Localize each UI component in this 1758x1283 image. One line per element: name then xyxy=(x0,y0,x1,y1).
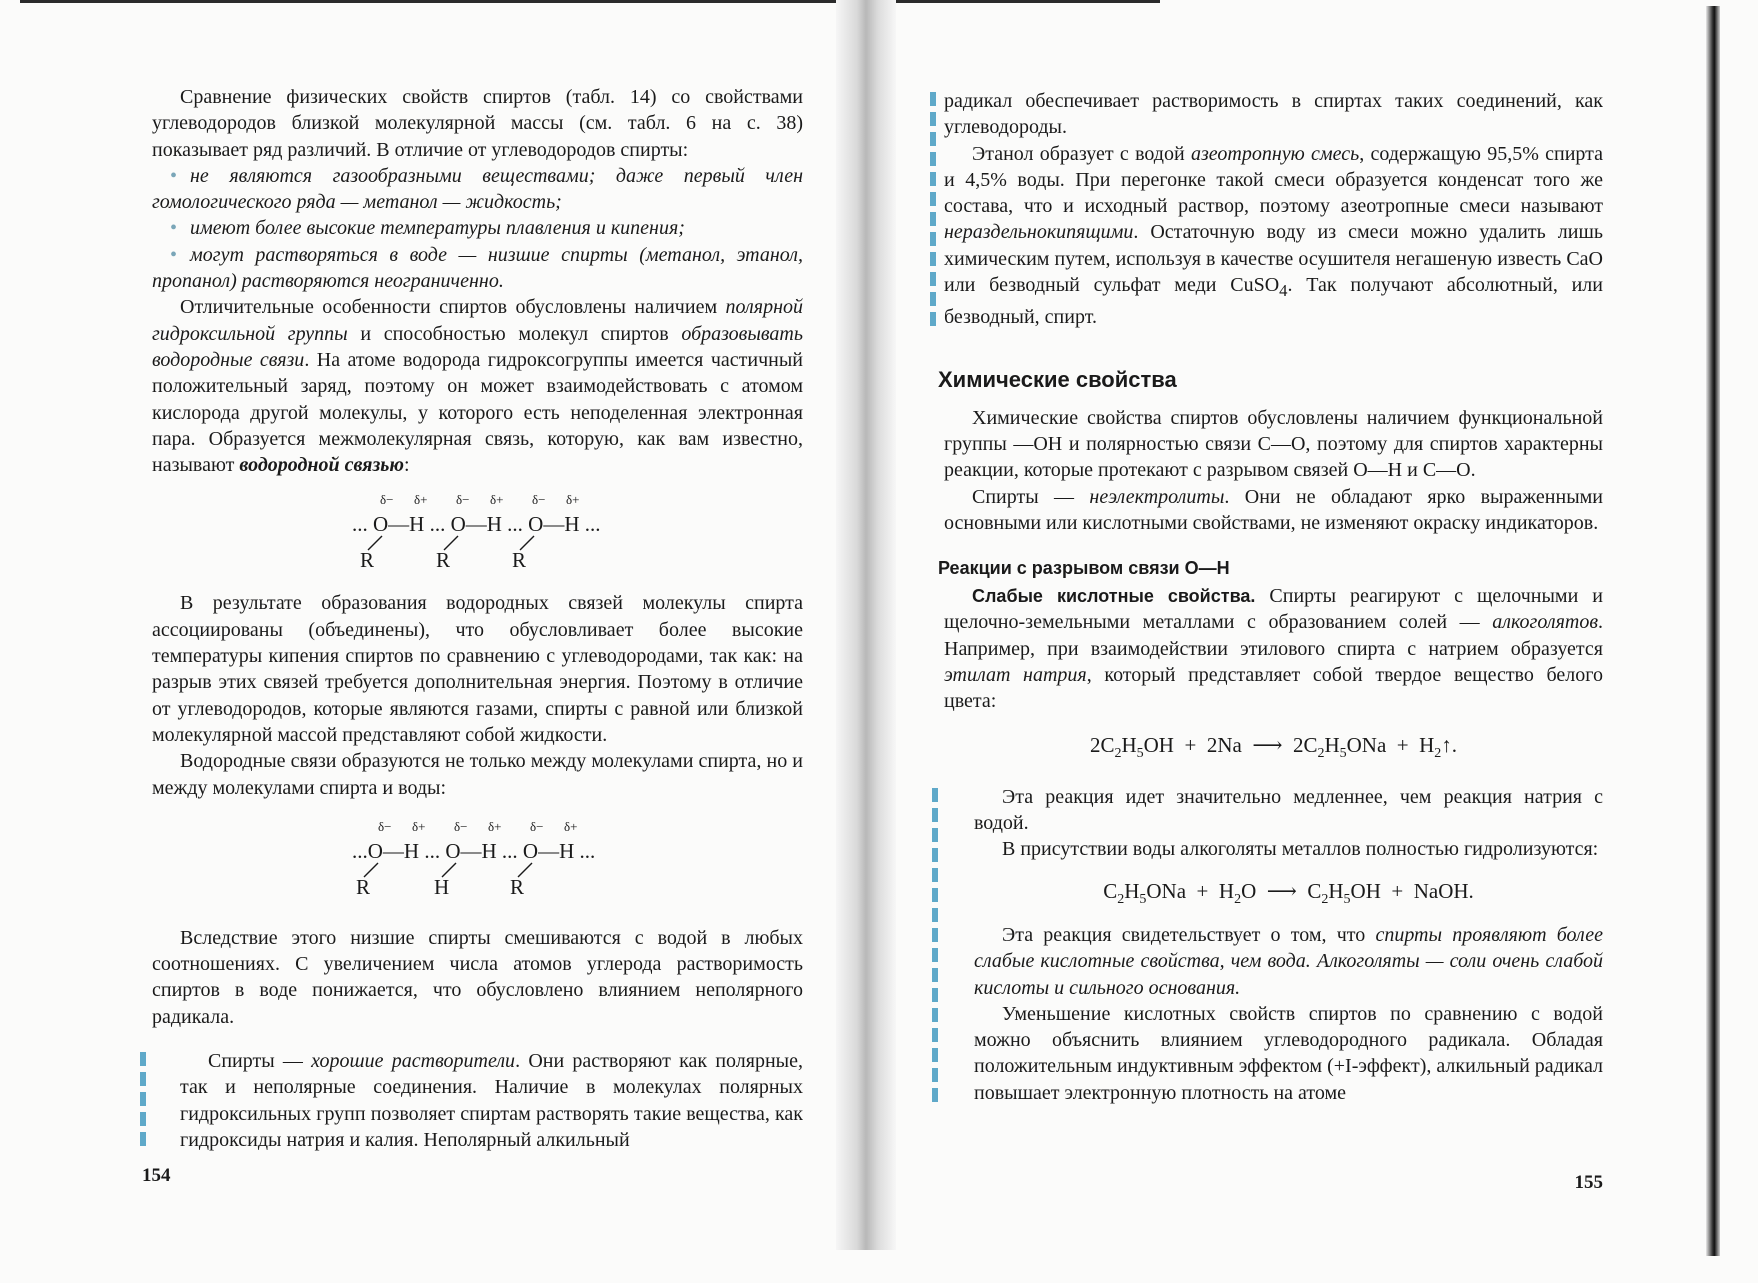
reaction-equation-2: $C_2H_5ONa + H_2O$ ⟶ $C_2H_5OH$ + NaOH. xyxy=(1103,878,1474,907)
partial-charge: δ− xyxy=(456,492,470,508)
run-in-heading: Слабые кислотные свойства. xyxy=(972,586,1256,607)
term: образовывать водородные связи xyxy=(152,322,803,371)
page-number-left: 154 xyxy=(142,1165,171,1186)
term: неэлектролиты xyxy=(1089,485,1225,508)
hydrogen-bond-formula-2 xyxy=(352,819,672,903)
partial-charge: δ+ xyxy=(564,818,578,834)
term: этилат натрия xyxy=(944,664,1087,687)
book-gutter xyxy=(836,0,896,1250)
section-title: Химические свойства xyxy=(938,366,1177,392)
partial-charge: δ− xyxy=(532,492,546,508)
partial-charge: δ+ xyxy=(412,818,426,834)
paragraph: В присутствии воды алкоголяты металлов полностью гидролизуются: xyxy=(1002,838,1599,861)
highlighted-block xyxy=(152,1048,803,1153)
paragraph: В результате образования водородных связей молекулы спирта ассоциированы (объединены), что обусловливает более высокие температуры кипения спиртов по сравнению с углеводородами, так как: на разрыв этих связей требуется дополнительная энергия. Поэтому в отличие от углеводородов, которые являются газами, спирты с равной или близкой молекулярной массой представляют собой жидкости. xyxy=(152,592,803,746)
bullet-icon: • xyxy=(170,217,178,240)
paragraph: Сравнение физических свойств спиртов (табл. 14) со свойствами углеводородов близкой молекулярной массы (см. табл. 6 на с. 38) показывает ряд различий. В отличие от углеводородов спирты: xyxy=(152,86,803,161)
bond-chain: ... O—H ... O—H ... O—H ... xyxy=(352,512,601,537)
paragraph: Вследствие этого низшие спирты смешиваются с водой в любых соотношениях. С увеличением числа атомов углерода растворимость спиртов в воде понижается, что обусловлено влиянием неполярного радикала. xyxy=(152,926,803,1028)
partial-charge: δ− xyxy=(530,818,544,834)
term: азеотропную смесь xyxy=(1190,142,1360,165)
reaction-arrow-icon: ⟶ xyxy=(1252,732,1283,757)
partial-charge: δ+ xyxy=(490,492,504,508)
paragraph: Слабые кислотные свойства. Спирты реагируют с щелочными и щелочно-земельными металлами с образованием солей — алкоголятов. Например, при взаимодействии этилового спирта с натрием образуется этилат натрия, который представляет собой твердое вещество белого цвета: xyxy=(944,585,1603,713)
subsection-title: Реакции с разрывом связи O—H xyxy=(938,558,1230,579)
paragraph: Уменьшение кислотных свойств спиртов по сравнению с водой можно объяснить влиянием углеводородного радикала. Обладая положительным индуктивным эффектом (+I-эффект), алкильный радикал повышает электронную плотность на атоме xyxy=(974,1002,1603,1104)
margin-marker xyxy=(932,788,938,1102)
term: хорошие растворители xyxy=(311,1050,516,1073)
page-number-right: 155 xyxy=(1574,1172,1603,1193)
partial-charge: δ− xyxy=(380,492,394,508)
partial-charge: δ+ xyxy=(488,818,502,834)
book-right-edge xyxy=(1706,6,1720,1256)
radical: R xyxy=(436,548,451,573)
paragraph: Водородные связи образуются не только между молекулами спирта, но и между молекулами спирта и воды: xyxy=(152,750,803,799)
bullet-icon: • xyxy=(170,164,178,187)
bullet-list xyxy=(152,163,803,294)
paragraph: Эта реакция идет значительно медленнее, чем реакция натрия с водой. xyxy=(974,785,1603,835)
list-item: • не являются газообразными веществами; даже первый член гомологического ряда — метанол — жидкость; xyxy=(152,164,803,214)
bullet-icon: • xyxy=(170,243,178,266)
partial-charge: δ− xyxy=(378,818,392,834)
paragraph: Спирты — неэлектролиты. Они не обладают ярко выраженными основными или кислотными свойствами, не изменяют окраску индикаторов. xyxy=(944,485,1603,534)
radical: R xyxy=(360,548,375,573)
reaction-equation-1: $2C_2H_5OH + 2Na$ ⟶ $2C_2H_5ONa$ + $H_2↑$. xyxy=(1089,732,1458,761)
radical: R xyxy=(510,874,525,899)
term: полярной гидроксильной группы xyxy=(152,296,803,345)
radical: R xyxy=(356,874,371,899)
radical: R xyxy=(512,548,527,573)
paragraph: Спирты — хорошие растворители. Они растворяют как полярные, так и неполярные соединения. Наличие в молекулах полярных гидроксильных групп позволяет спиртам растворять такие вещества, как гидроксиды натрия и калия. Неполярный алкильный xyxy=(180,1050,803,1151)
term: нераздельнокипящими xyxy=(944,221,1134,244)
paragraph: Эта реакция свидетельствует о том, что спирты проявляют более слабые кислотные свойства, чем вода. Алкоголяты — соли очень слабой кислоты и сильного основания. xyxy=(974,923,1603,999)
highlighted-block xyxy=(944,88,1603,331)
highlighted-block xyxy=(944,784,1603,1106)
reaction-arrow-icon: ⟶ xyxy=(1266,878,1297,903)
partial-charge: δ+ xyxy=(414,492,428,508)
paragraph: радикал обеспечивает растворимость в спиртах таких соединений, как углеводороды. xyxy=(944,90,1603,139)
bond-chain: ...O—H ... O—H ... O—H ... xyxy=(352,838,596,863)
radical: H xyxy=(434,874,450,899)
right-page xyxy=(938,0,1604,1230)
paragraph: Химические свойства спиртов обусловлены наличием функциональной группы —OH и полярностью связи C—O, поэтому для спиртов характерны реакции, которые протекают с разрывом связей O—H и C—O. xyxy=(944,406,1603,482)
term: алкоголятов xyxy=(1492,611,1598,634)
hydrogen-bond-formula-1 xyxy=(352,492,672,576)
margin-marker xyxy=(930,92,936,327)
term: водородной связью xyxy=(239,454,405,477)
list-item: • могут растворяться в воде — низшие спирты (метанол, этанол, пропанол) растворяются неограниченно. xyxy=(152,243,803,293)
paragraph: Этанол образует с водой азеотропную смесь, содержащую 95,5% спирта и 4,5% воды. При перегонке такой смеси образуется конденсат того же состава, что и исходный раствор, поэтому азеотропные смеси называют нераздельнокипящими. Остаточную воду из смеси можно удалить лишь химическим путем, используя в качестве осушителя негашеную известь CaO или безводный сульфат меди CuSO$_4$. Так получают абсолютный, или безводный, спирт. xyxy=(944,142,1604,329)
paragraph: Отличительные особенности спиртов обусловлены наличием полярной гидроксильной группы и способностью молекул спиртов образовывать водородные связи. На атоме водорода гидроксогруппы имеется частичный положительный заряд, поэтому он может взаимодействовать с атомом кислорода другой молекулы, у которого есть неподеленная электронная пара. Образуется межмолекулярная связь, которую, как вам известно, называют водородной связью: xyxy=(152,296,803,477)
partial-charge: δ+ xyxy=(566,492,580,508)
margin-marker xyxy=(140,1052,146,1149)
partial-charge: δ− xyxy=(454,818,468,834)
term: спирты проявляют более слабые кислотные свойства, чем вода. Алкоголяты — соли очень слабой кислоты и сильного основания. xyxy=(974,923,1603,999)
list-item: • имеют более высокие температуры плавления и кипения; xyxy=(152,215,803,241)
left-page xyxy=(142,0,803,1230)
